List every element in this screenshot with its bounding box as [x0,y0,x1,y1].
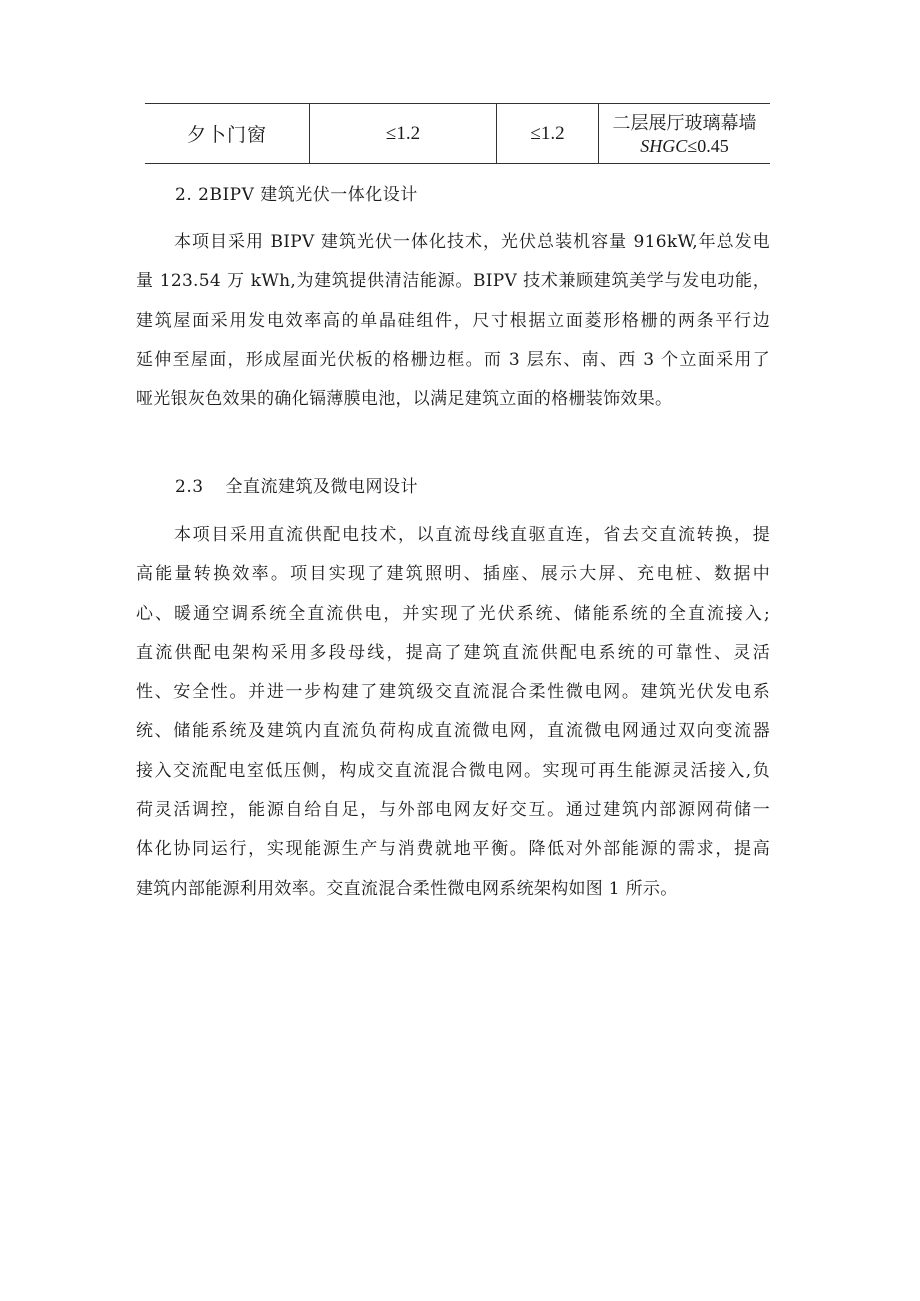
shgc-value: ≤0.45 [687,135,729,156]
paragraph-line: 建筑内部能源利用效率。交直流混合柔性微电网系统架构如图 1 所示。 [136,878,678,899]
table-note-line2 [640,135,728,157]
shgc-label: SHGC [640,135,688,156]
section-title: BIPV 建筑光伏一体化设计 [209,185,418,205]
table-cell-note [599,104,770,163]
paragraph-2-3 [136,520,770,913]
paragraph-line: 直流供配电架构采用多段母线，提高了建筑直流供配电系统的可靠性、灵活 [136,642,770,663]
paragraph-line: 接入交流配电室低压侧，构成交直流混合微电网。实现可再生能源灵活接入,负 [136,760,770,781]
paragraph-line: 荷灵活调控，能源自给自足，与外部电网友好交互。通过建筑内部源网荷储一 [136,800,770,821]
spec-table-row [145,103,770,164]
section-number: 2.3 [175,477,204,497]
paragraph-line: 量 123.54 万 kWh,为建筑提供清洁能源。BIPV 技术兼顾建筑美学与发电功能， [136,271,770,292]
section-heading-2-2 [175,180,418,210]
paragraph-line: 统、储能系统及建筑内直流负荷构成直流微电网，直流微电网通过双向变流器 [136,721,770,742]
table-cell-value-1: ≤1.2 [310,104,497,163]
paragraph-line: 本项目采用 BIPV 建筑光伏一体化技术，光伏总装机容量 916kW,年总发电 [174,232,770,252]
paragraph-line: 高能量转换效率。项目实现了建筑照明、插座、展示大屏、充电桩、数据中 [136,564,770,585]
table-cell-value-2: ≤1.2 [497,104,599,163]
section-title: 全直流建筑及微电网设计 [225,477,419,497]
paragraph-line: 本项目采用直流供配电技术，以直流母线直驱直连，省去交直流转换，提 [174,525,770,545]
paragraph-line: 建筑屋面采用发电效率高的单晶硅组件，尺寸根据立面菱形格栅的两条平行边 [136,310,770,331]
paragraph-line: 性、安全性。并进一步构建了建筑级交直流混合柔性微电网。建筑光伏发电系 [136,682,770,703]
paragraph-line: 哑光银灰色效果的确化镉薄膜电池，以满足建筑立面的格栅装饰效果。 [136,389,673,410]
paragraph-line: 心、暖通空调系统全直流供电，并实现了光伏系统、储能系统的全直流接入; [136,603,770,624]
section-number: 2. 2 [175,185,210,205]
table-note-line1: 二层展厅玻璃幕墙 [612,112,757,134]
paragraph-2-2 [136,227,770,423]
section-heading-2-3 [175,472,418,502]
paragraph-line: 延伸至屋面，形成屋面光伏板的格栅边框。而 3 层东、南、西 3 个立面采用了 [136,349,770,370]
table-cell-item: 夕卜门窗 [145,104,310,163]
paragraph-line: 体化协同运行，实现能源生产与消费就地平衡。降低对外部能源的需求，提高 [136,839,770,860]
